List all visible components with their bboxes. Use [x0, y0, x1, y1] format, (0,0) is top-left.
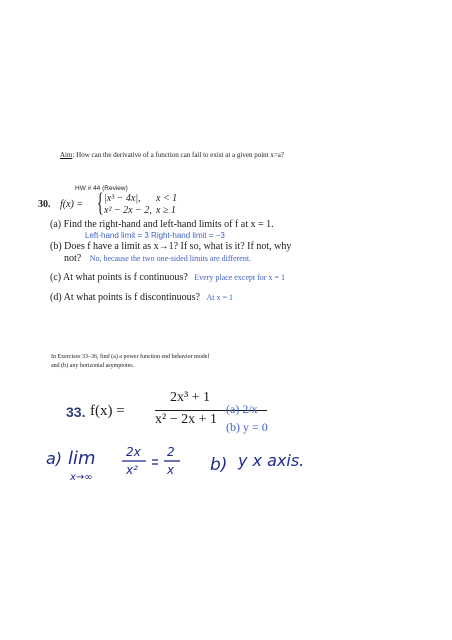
- piecewise-brace: {: [96, 188, 104, 217]
- problem-33-answer-a: (a) 2/x: [226, 402, 258, 416]
- problem-33-answer-b: (b) y = 0: [226, 420, 268, 434]
- problem-33-numerator: 2x³ + 1: [169, 390, 211, 405]
- instructions-line-2: and (b) any horizontal asymptotes.: [51, 363, 135, 369]
- part-c-question: (c) At what points is f continuous?: [50, 272, 188, 283]
- part-d-question: (d) At what points is f discontinuous?: [50, 292, 200, 303]
- case-1-expression: |x³ − 4x|,: [104, 193, 141, 204]
- hand-lim: lim: [68, 448, 96, 469]
- part-c-line: [50, 272, 285, 283]
- instructions-line-1: In Exercises 33–36, find (a) a power function end behavior model: [51, 354, 210, 360]
- problem-33-denominator: x² − 2x + 1: [155, 412, 217, 427]
- hand-lim-subscript: x→∞: [70, 472, 93, 483]
- part-b-continuation: not?: [64, 253, 82, 264]
- part-b-answer: No, because the two one-sided limits are different.: [89, 254, 252, 263]
- part-a-answer: Left-hand limit = 3 Right-hand limit = −3: [85, 231, 225, 240]
- hand-frac1-numerator: 2x: [126, 445, 141, 459]
- hand-a-label: a): [46, 449, 63, 468]
- part-c-answer: Every place except for x = 1: [194, 273, 285, 282]
- hand-frac1-denominator: x²: [126, 463, 138, 477]
- problem-33-number: 33.: [66, 404, 86, 420]
- part-b-question: (b) Does f have a limit as x→1? If so, what is it? If not, why: [50, 241, 292, 252]
- problem-33-function: f(x) =: [90, 403, 125, 419]
- part-a-question: (a) Find the right-hand and left-hand limits of f at x = 1.: [50, 219, 274, 230]
- aim-label: Aim: [60, 151, 73, 159]
- hand-b-text: y x axis.: [238, 451, 305, 470]
- hand-frac2-denominator: x: [167, 463, 175, 477]
- problem-30-number: 30.: [38, 199, 51, 210]
- handwritten-work: [42, 440, 362, 500]
- problem-30-function: f(x) =: [60, 199, 84, 210]
- part-d-answer: At x = 1: [206, 293, 234, 302]
- part-b-line2: [64, 253, 251, 264]
- hand-frac2-numerator: 2: [167, 445, 175, 459]
- hand-b-label: b): [210, 455, 228, 475]
- case-1-condition: x < 1: [156, 193, 178, 204]
- aim-line: [60, 151, 284, 159]
- case-2-expression: x² − 2x − 2,: [104, 205, 152, 216]
- aim-text: : How can the derivative of a function can fail to exist at a given point x=a?: [72, 151, 284, 159]
- homework-heading: HW # 44 (Review): [75, 185, 128, 192]
- case-2-condition: x ≥ 1: [156, 205, 176, 216]
- part-d-line: [50, 292, 233, 303]
